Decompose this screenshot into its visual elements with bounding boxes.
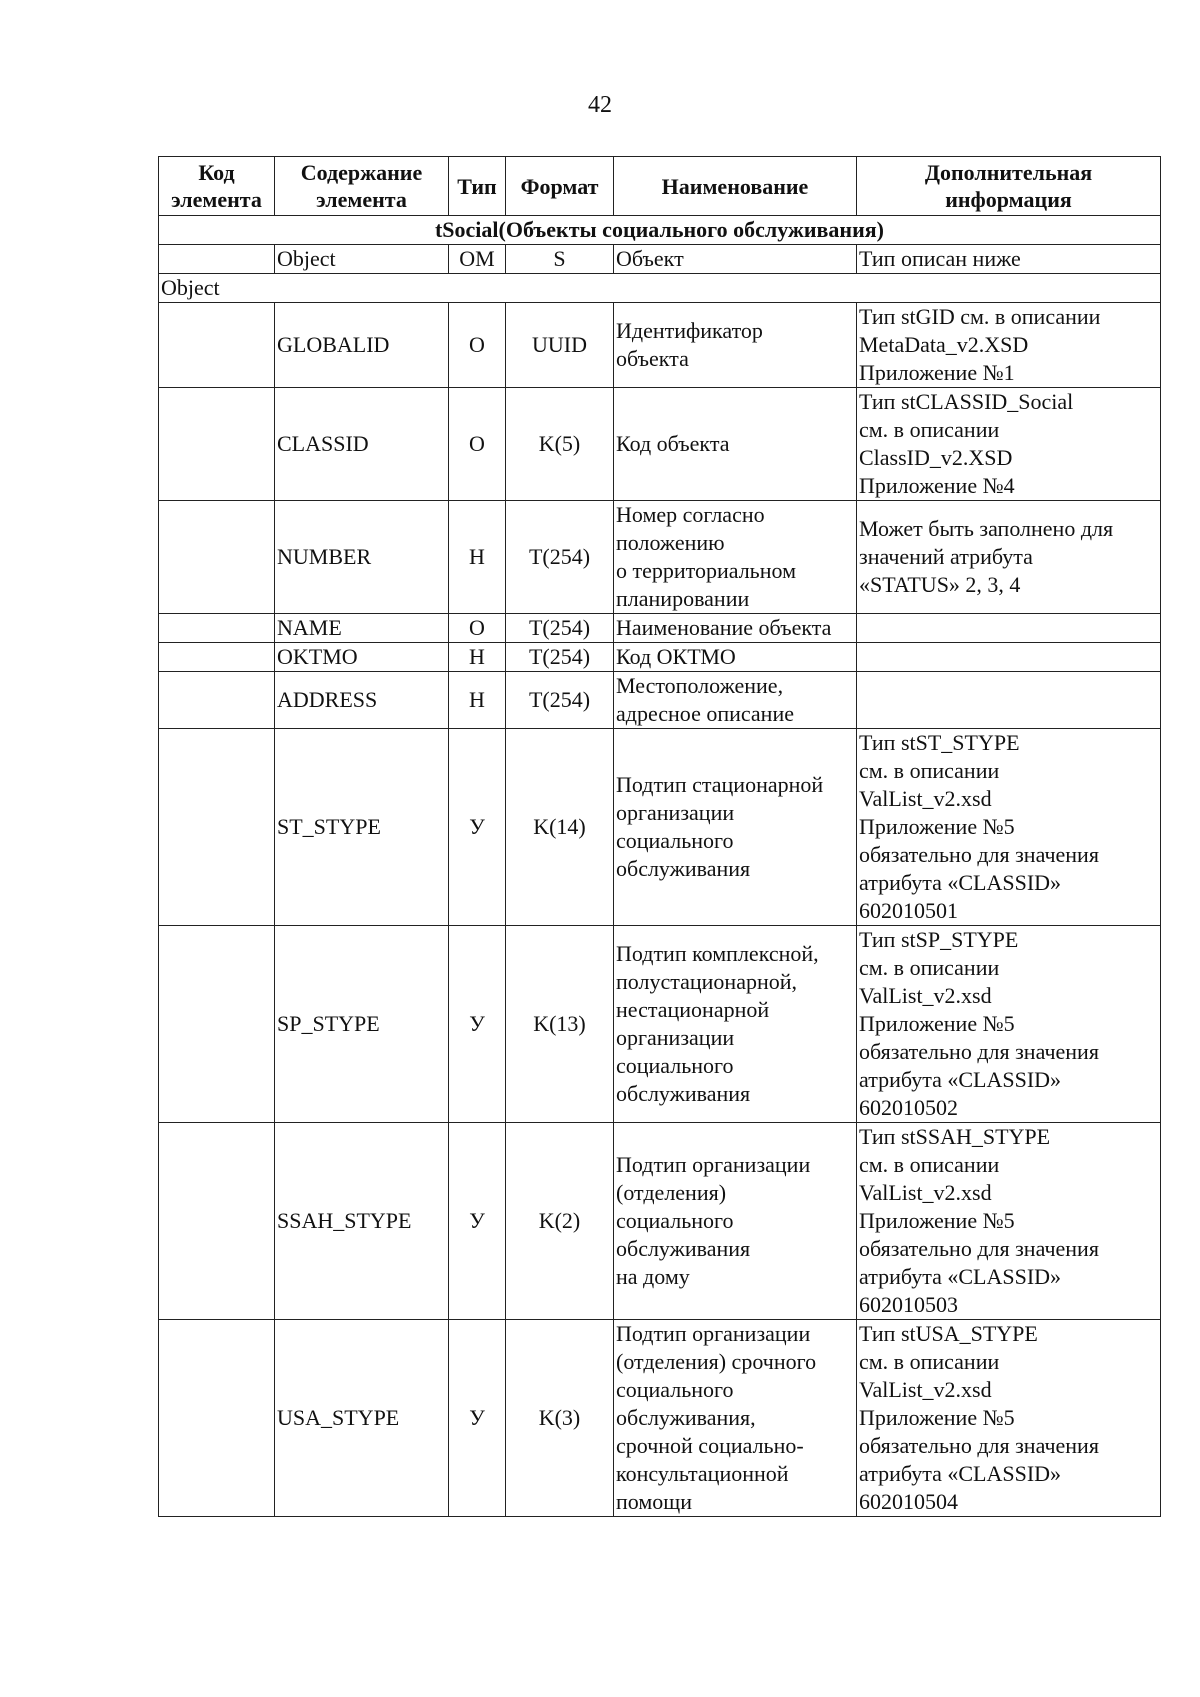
header-content: Содержание элемента	[275, 157, 449, 216]
row-info: Тип stSP_STYPE см. в описании ValList_v2.xsd Приложение №5 обязательно для значения атрибута «CLASSID» 602010502	[857, 926, 1161, 1123]
row-type: O	[449, 614, 506, 643]
row-format: K(13)	[506, 926, 614, 1123]
table-row	[159, 643, 1161, 672]
table-row	[159, 729, 1161, 926]
row-code-cell	[159, 1320, 275, 1517]
row-type: H	[449, 672, 506, 729]
row-format: UUID	[506, 303, 614, 388]
table-header-row	[159, 157, 1161, 216]
row-name: Наименование объекта	[614, 614, 857, 643]
row-info: Может быть заполнено для значений атрибута «STATUS» 2, 3, 4	[857, 501, 1161, 614]
row-format: T(254)	[506, 643, 614, 672]
object-row-format: S	[506, 245, 614, 274]
row-format: K(2)	[506, 1123, 614, 1320]
row-type: У	[449, 729, 506, 926]
table-row	[159, 1320, 1161, 1517]
row-info: Тип stSSAH_STYPE см. в описании ValList_v2.xsd Приложение №5 обязательно для значения атрибута «CLASSID» 602010503	[857, 1123, 1161, 1320]
header-info: Дополнительная информация	[857, 157, 1161, 216]
row-code-cell	[159, 729, 275, 926]
row-name: Идентификатор объекта	[614, 303, 857, 388]
row-content: ST_STYPE	[275, 729, 449, 926]
row-info	[857, 643, 1161, 672]
row-info: Тип stCLASSID_Social см. в описании ClassID_v2.XSD Приложение №4	[857, 388, 1161, 501]
row-content: USA_STYPE	[275, 1320, 449, 1517]
row-type: H	[449, 643, 506, 672]
group-label: Object	[159, 274, 1161, 303]
row-format: T(254)	[506, 614, 614, 643]
table-row	[159, 388, 1161, 501]
row-name: Номер согласно положению о территориальном планировании	[614, 501, 857, 614]
table-row	[159, 501, 1161, 614]
row-code-cell	[159, 501, 275, 614]
row-content: GLOBALID	[275, 303, 449, 388]
header-type: Тип	[449, 157, 506, 216]
row-format: T(254)	[506, 501, 614, 614]
row-info	[857, 614, 1161, 643]
row-code-cell	[159, 926, 275, 1123]
table-row	[159, 1123, 1161, 1320]
row-name: Код объекта	[614, 388, 857, 501]
row-type: У	[449, 1320, 506, 1517]
object-row-type: OM	[449, 245, 506, 274]
row-content: OKTMO	[275, 643, 449, 672]
group-row	[159, 274, 1161, 303]
row-content: NAME	[275, 614, 449, 643]
row-type: У	[449, 1123, 506, 1320]
row-code-cell	[159, 672, 275, 729]
table-row	[159, 672, 1161, 729]
row-name: Подтип организации (отделения) социального обслуживания на дому	[614, 1123, 857, 1320]
row-format: K(3)	[506, 1320, 614, 1517]
row-code-cell	[159, 614, 275, 643]
object-row-name: Объект	[614, 245, 857, 274]
object-row-info: Тип описан ниже	[857, 245, 1161, 274]
section-row	[159, 216, 1161, 245]
header-code: Код элемента	[159, 157, 275, 216]
row-info: Тип stGID см. в описании MetaData_v2.XSD Приложение №1	[857, 303, 1161, 388]
row-code-cell	[159, 303, 275, 388]
table-row	[159, 926, 1161, 1123]
row-info	[857, 672, 1161, 729]
row-name: Код ОКТМО	[614, 643, 857, 672]
row-format: K(14)	[506, 729, 614, 926]
table-row	[159, 614, 1161, 643]
object-row-code	[159, 245, 275, 274]
row-format: T(254)	[506, 672, 614, 729]
row-type: O	[449, 388, 506, 501]
section-title: tSocial(Объекты социального обслуживания)	[159, 216, 1161, 245]
row-content: SP_STYPE	[275, 926, 449, 1123]
row-content: NUMBER	[275, 501, 449, 614]
row-content: CLASSID	[275, 388, 449, 501]
header-name: Наименование	[614, 157, 857, 216]
table-row	[159, 303, 1161, 388]
page-number: 42	[588, 92, 612, 118]
row-content: SSAH_STYPE	[275, 1123, 449, 1320]
row-info: Тип stST_STYPE см. в описании ValList_v2.xsd Приложение №5 обязательно для значения атрибута «CLASSID» 602010501	[857, 729, 1161, 926]
row-type: O	[449, 303, 506, 388]
row-info: Тип stUSA_STYPE см. в описании ValList_v2.xsd Приложение №5 обязательно для значения атрибута «CLASSID» 602010504	[857, 1320, 1161, 1517]
row-code-cell	[159, 1123, 275, 1320]
row-name: Подтип комплексной, полустационарной, нестационарной организации социального обслуживания	[614, 926, 857, 1123]
row-content: ADDRESS	[275, 672, 449, 729]
row-name: Подтип организации (отделения) срочного социального обслуживания, срочной социально- консультационной помощи	[614, 1320, 857, 1517]
row-code-cell	[159, 643, 275, 672]
row-type: У	[449, 926, 506, 1123]
object-row	[159, 245, 1161, 274]
object-row-content: Object	[275, 245, 449, 274]
row-code-cell	[159, 388, 275, 501]
row-name: Местоположение, адресное описание	[614, 672, 857, 729]
row-format: K(5)	[506, 388, 614, 501]
row-type: H	[449, 501, 506, 614]
row-name: Подтип стационарной организации социального обслуживания	[614, 729, 857, 926]
header-format: Формат	[506, 157, 614, 216]
specification-table	[158, 156, 1161, 1517]
